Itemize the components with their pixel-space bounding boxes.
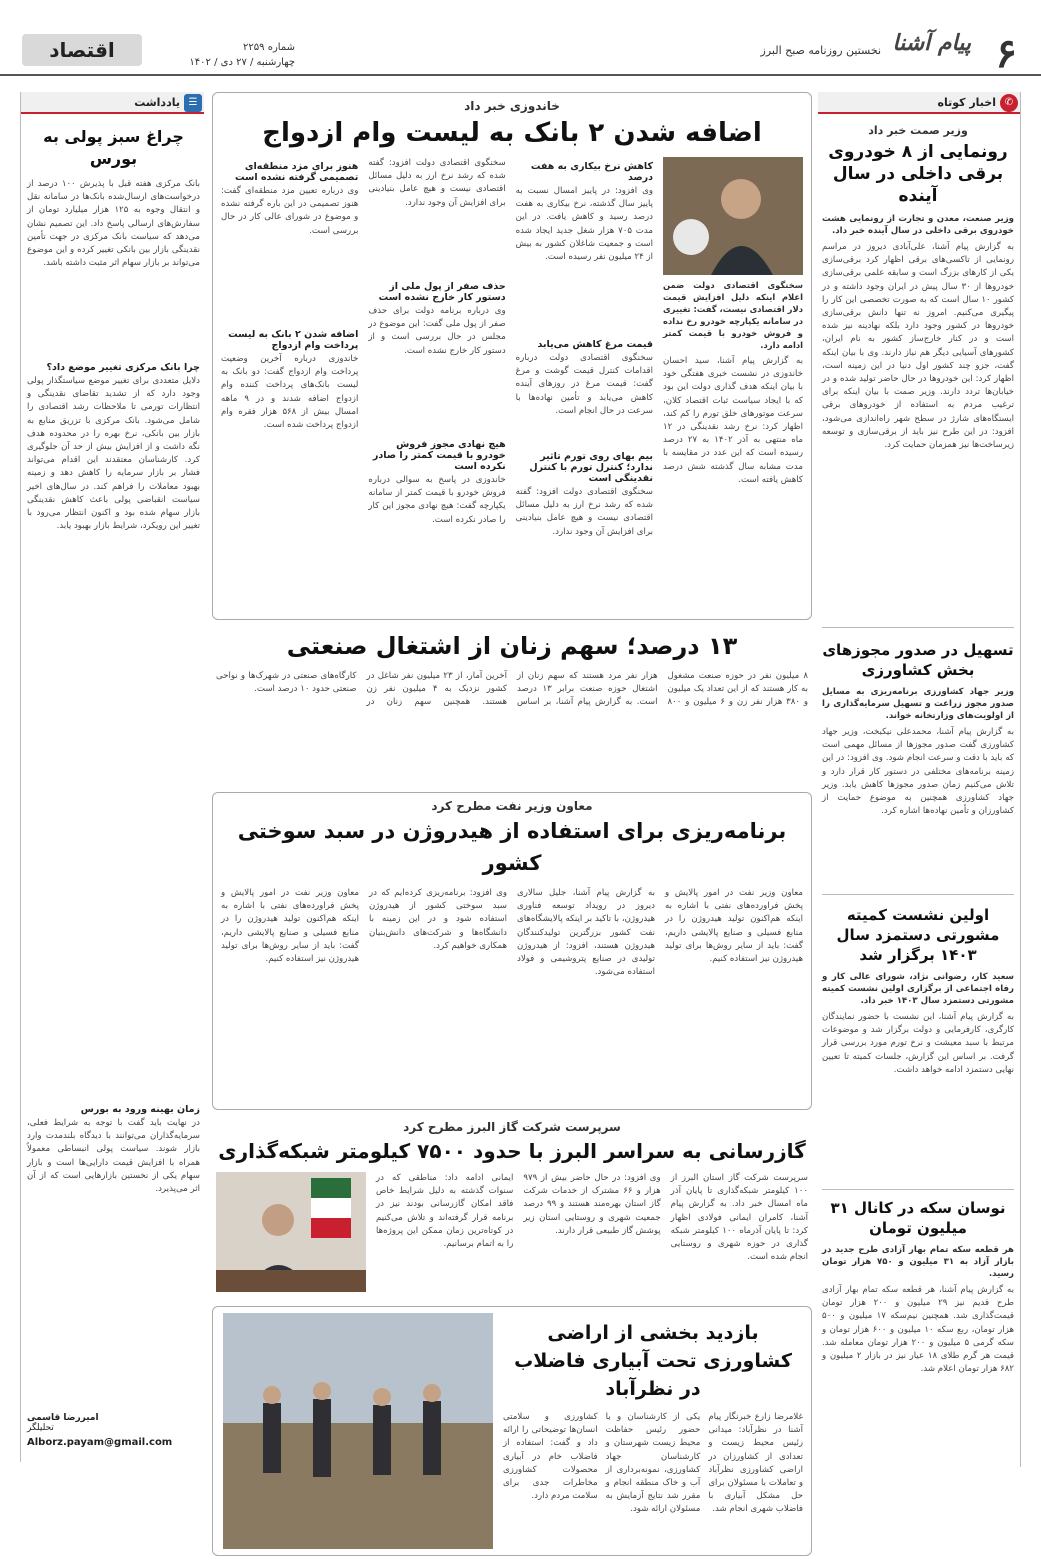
section-badge: اقتصاد bbox=[22, 34, 142, 66]
gas-body-3: ایمانی ادامه داد: مناطقی که در سنوات گذشته به دلیل شرایط خاص فاقد امکان گازرسانی بودند نیز در برنامه قرار گرفته‌اند و تلاش می‌کنیم در کوتاه‌ترین زمان ممکن این پروژه‌ها را به اتمام برسانیم. bbox=[376, 1173, 514, 1250]
wage-body: به گزارش پیام آشنا، این نشست با حضور نمایندگان کارگری، کارفرمایی و دولت برگزار شد و موضوعات مرتبط با سبد معیشت و نرخ تورم مورد بررسی قرار گرفت. بر اساس این گزارش، جلسات کمیته تا تعیین نهایی دستمزد ادامه خواهد داشت. bbox=[822, 1012, 1014, 1075]
farm-body-2: یکی از کارشناسان و با حضور رئیس حفاظت محیط زیست شهرستان و کارشناسان جهاد کشاورزی، نمونه‌برداری از آب و خاک منطقه انجام و مقرر شد نتایج آزمایش به مسئولان ارائه شود. bbox=[605, 1412, 701, 1515]
agri-permit-body: به گزارش پیام آشنا، محمدعلی نیکبخت، وزیر جهاد کشاورزی گفت صدور مجوزها از مسائل مهمی است که باید با دقت و سرعت انجام شود. وی افزود: در این زمینه برنامه‌های مختلفی در دستور کار قرار دارد و تلاش می‌کنیم زمان صدور مجوزها کاهش یابد. وزیر جهاد کشاورزی همچنین به موضوع حمایت از کشاورزان و تأمین نهاده‌ها اشاره کرد. bbox=[822, 727, 1014, 817]
editorial-subhead-1: چرا بانک مرکزی تغییر موضع داد؟ bbox=[46, 362, 200, 373]
lead-subhead-5: هیچ نهادی مجوز فروش خودرو با قیمت کمتر را صادر نکرده است bbox=[372, 439, 506, 472]
issue-info bbox=[155, 40, 295, 70]
person-icon bbox=[663, 157, 803, 275]
lead-subhead-1: کاهش نرخ بیکاری به هفت درصد bbox=[530, 161, 653, 183]
divider bbox=[822, 1189, 1014, 1190]
lead-subhead-4: حذف صفر از پول ملی از دستور کار خارج نشده است bbox=[378, 281, 506, 303]
masthead bbox=[0, 28, 1041, 76]
issue-date: چهارشنبه / ۲۷ دی / ۱۴۰۲ bbox=[189, 57, 295, 68]
gas-story bbox=[212, 1118, 812, 1300]
newspaper-tagline: نخستین روزنامه صبح البرز bbox=[760, 44, 881, 57]
lead-body-5: وی درباره برنامه دولت برای حذف صفر از پول ملی گفت: این موضوع در مجلس در حال بررسی است و از دستور کار خارج نشده است. bbox=[368, 306, 506, 356]
page-number: ۶ bbox=[995, 30, 1017, 77]
contact-email[interactable]: Alborz.payam@gmail.com bbox=[27, 1437, 173, 1448]
editorial-body-3: در نهایت باید گفت با توجه به شرایط فعلی، سرمایه‌گذاران می‌توانند با دیدگاه بلندمدت وارد بازار شوند. سیاست پولی انبساطی معمولاً همراه با افزایش قیمت دارایی‌ها است و بازار سهام یکی از نخستین بازارهایی است که از آن اثر می‌پذیرد. bbox=[27, 1118, 200, 1195]
gas-kicker: سرپرست شرکت گاز البرز مطرح کرد bbox=[403, 1120, 621, 1134]
farm-headline: بازدید بخشی از اراضی کشاورزی تحت آبیاری فاضلاب در نظرآباد bbox=[514, 1322, 792, 1400]
official-photo bbox=[216, 1172, 366, 1292]
lead-story bbox=[212, 92, 812, 620]
hydrogen-headline: برنامه‌ریزی برای استفاده از هیدروژن در سبد سوختی کشور bbox=[237, 819, 787, 875]
coin-body: به گزارش پیام آشنا، هر قطعه سکه تمام بهار آزادی طرح قدیم نیز ۲۹ میلیون و ۲۰۰ هزار تومان قیمت‌گذاری شد. همچنین نیم‌سکه ۱۷ میلیون و ۵۰۰ هزار تومان، ربع سکه ۱۰ میلیون و ۶۰۰ هزار تومان و سکه گرمی ۵ میلیون و ۲۰۰ هزار تومان معامله شد. قیمت هر گرم طلای ۱۸ عیار نیز در بازار ۲ میلیون و ۶۸۲ هزار تومان اعلام شد. bbox=[822, 1285, 1015, 1375]
minister-photo bbox=[663, 157, 803, 275]
divider bbox=[822, 894, 1014, 895]
women-employment-story bbox=[212, 626, 812, 786]
short-news-header: ✆ اخبار کوتاه bbox=[818, 92, 1020, 114]
lead-kicker: خاندوزی خبر داد bbox=[464, 99, 560, 113]
newspaper-logo: پیام آشنا bbox=[892, 30, 971, 56]
editorial-header: ☰ یادداشت bbox=[21, 92, 204, 114]
hydrogen-body-1: معاون وزیر نفت در امور پالایش و پخش فراورده‌های نفتی با اشاره به اینکه هم‌اکنون تولید هیدروژن را در منابع فسیلی و صنایع پالایشی داریم، گفت: باید از سایر روش‌ها برای تولید هیدروژن نیز استفاده کنیم. bbox=[665, 888, 803, 965]
farm-body-3: کشاورزی و سلامتی انسان‌ها توضیحاتی را ارائه داد و گفت: استفاده از فاضلاب خام در آبیاری محصولات کشاورزی مخاطرات جدی برای سلامت مردم دارد. bbox=[502, 1412, 598, 1502]
hydrogen-body-4: معاون وزیر نفت در امور پالایش و پخش فراورده‌های نفتی با اشاره به اینکه هم‌اکنون تولید هیدروژن را در منابع فسیلی و صنایع پالایشی داریم، گفت: باید از سایر روش‌ها برای تولید هیدروژن نیز استفاده کنیم. bbox=[221, 888, 359, 965]
lead-body-3: سخنگوی اقتصادی دولت درباره اقدامات کنترل قیمت گوشت و مرغ گفت: قیمت مرغ در روزهای آینده کاهش می‌یابد و تأمین نهاده‌ها با سرعت در حال انجام است. bbox=[515, 353, 653, 416]
editorial-body-2: دلایل متعددی برای تغییر موضع سیاستگذار پولی وجود دارد که از تشدید تقاضای نقدینگی و انتظارات تورمی تا ملاحظات رشد اقتصادی را شامل می‌شود. بانک مرکزی با تزریق منابع به بازار بین بانکی، نرخ بهره را در محدوده هدف نگه داشت و از افزایش بیش از حد آن جلوگیری کرد. کارشناسان معتقدند این اقدام می‌تواند فشار بر بازار سرمایه را کاهش دهد و زمینه بهبود معاملات را فراهم کند. در سال‌های اخیر سیاست انقباضی پولی باعث کاهش نقدینگی بازار سهام شده بود و اکنون انتظار می‌رود با تغییر این رویکرد، شرایط بازار بهبود یابد. bbox=[27, 376, 200, 532]
lead-subhead-6: هنوز برای مزد منطقه‌ای تصمیمی گرفته نشده است bbox=[234, 161, 359, 183]
main-column bbox=[212, 92, 812, 1515]
women-headline: ۱۳ درصد؛ سهم زنان از اشتغال صنعتی bbox=[286, 632, 738, 660]
ev-headline: رونمایی از ۸ خودروی برقی داخلی در سال آینده bbox=[828, 142, 1008, 206]
farm-story bbox=[212, 1306, 812, 1556]
ev-lead: وزیر صنعت، معدن و تجارت از رونمایی هشت خودروی برقی داخلی در سال آینده خبر داد. bbox=[822, 214, 1014, 236]
coin-lead: هر قطعه سکه تمام بهار آزادی طرح جدید در بازار آزاد به ۳۱ میلیون و ۷۵۰ هزار تومان رسید. bbox=[822, 1245, 1014, 1279]
editorial-body-1: بانک مرکزی هفته قبل با پذیرش ۱۰۰ درصد از درخواست‌های ارسال‌شده بانک‌ها در سامانه نقل و انتقال وجوه به ۱۲۵ هزار میلیارد تومان از سفارش‌های ارسالی پاسخ داد. این تصمیم نشان می‌دهد که سیاست بانک مرکزی در جهت تأمین نقدینگی بازار بین بانکی تغییر کرده و این موضوع می‌تواند بر بازار سهام اثر مثبت داشته باشد. bbox=[27, 179, 200, 269]
farm-body-1: غلامرضا زارع خبرنگار پیام آشنا در نظرآباد: میدانی رئیس محیط زیست و تعدادی از کشاورزان در اراضی کشاورزی نظرآباد و تعاملات با مسئولان برای حل مشکل آبیاری با فاضلاب شهری انجام شد. bbox=[708, 1412, 803, 1515]
short-news-column bbox=[818, 92, 1021, 1467]
gas-headline: گازرسانی به سراسر البرز با حدود ۷۵۰۰ کیلومتر شبکه‌گذاری bbox=[218, 1139, 806, 1163]
editorial-subhead-2: زمان بهینه ورود به بورس bbox=[80, 1104, 200, 1115]
ev-kicker: وزیر صمت خبر داد bbox=[868, 124, 968, 137]
ev-body: به گزارش پیام آشنا، علی‌آبادی دیروز در مراسم رونمایی از تاکسی‌های برقی اظهار کرد برقی‌سازی یکی از کارهای بزرگ است و سابقه علمی برقی‌سازی خودروها از ۳۰ سال پیش در ایران وجود داشته و در کشور ۱۰ سال است که به صورت تخصصی این کار را پیگیری می‌کنیم. امروز نه تنها دانش برقی‌سازی خودروها در کشور وجود دارد بلکه نهادینه نیز شده است و در کنار خارج‌ساز کشور به نام ایران، کشورهای آسیایی دیگر هم نیاز دارند. وی با بیان اینکه گفت، جزو چند کشور اول دنیا در این زمینه است، اظهار کرد: این خودروها در حال حاضر تولید شده و در خیابان‌ها تردد دارند. وزیر صمت با بیان اینکه برای ترغیب مردم به استفاده از خودروهای برقی ایستگاه‌های شارژ در سطح شهر راه‌اندازی می‌شود، افزود: در این طرح نیز باید از برقی‌سازی و توسعه زیرساخت‌ها نیز همزمان حمایت کرد. bbox=[822, 242, 1015, 451]
gas-body-2: وی افزود: در حال حاضر بیش از ۹۷۹ هزار و ۶۶ مشترک از خدمات شرکت گاز استان بهره‌مند هستند و ۹۹ درصد جمعیت شهری و روستایی استان زیر پوشش گاز طبیعی قرار دارند. bbox=[523, 1173, 661, 1236]
agri-permit-lead: وزیر جهاد کشاورزی برنامه‌ریزی به مسایل صدور مجوز زراعت و تسهیل سرمایه‌گذاری را از اولویت‌های وزارتخانه خواند. bbox=[822, 687, 1014, 721]
lead-photo-caption: سخنگوی اقتصادی دولت ضمن اعلام اینکه دلیل افزایش قیمت دلار اقتصادی نیست، گفت: تغییری در سامانه یکپارچه خودرو رخ نداده و فروش خودرو با قیمت کمتر ادامه دارد. bbox=[662, 280, 803, 350]
lead-body-7: وی درباره تعیین مزد منطقه‌ای گفت: هنوز تصمیمی در این باره گرفته نشده و موضوع در شورای عالی کار در حال بررسی است. bbox=[221, 186, 359, 236]
lead-body-4b: سخنگوی اقتصادی دولت افزود: گفته شده که رشد نرخ ارز به دلیل مسائل اقتصادی نیست و هیچ عامل بنیادینی برای افزایش آن وجود ندارد. bbox=[368, 158, 506, 208]
women-body: ۸ میلیون نفر در حوزه صنعت مشغول به کار هستند که از این تعداد یک میلیون و ۳۸۰ هزار نفر زن و ۶ میلیون و ۸۰۰ هزار نفر مرد هستند که سهم زنان از اشتغال حوزه صنعت برابر ۱۳ درصد است. به گزارش پیام آشنا، بر اساس آخرین آمار، از ۲۳ میلیون نفر شاغل در کشور نزدیک به ۴ میلیون نفر زن هستند. همچنین سهم زنان در کارگاه‌های صنعتی در شهرک‌ها و نواحی صنعتی حدود ۱۰ درصد است. bbox=[216, 671, 809, 708]
lead-body-8: خاندوزی درباره آخرین وضعیت پرداخت وام ازدواج گفت: دو بانک به لیست بانک‌های پرداخت کننده وام ازدواج اضافه شدند و در ۹ ماهه امسال بیش از ۵۶۸ هزار فقره وام ازدواج پرداخت شده است. bbox=[221, 354, 359, 431]
divider bbox=[822, 627, 1014, 628]
lead-subhead-7: اضافه شدن ۲ بانک به لیست پرداخت وام ازدواج bbox=[228, 329, 359, 351]
lead-body-4: سخنگوی اقتصادی دولت افزود: گفته شده که رشد نرخ ارز به دلیل مسائل اقتصادی نیست و هیچ عامل بنیادینی برای افزایش آن وجود ندارد. bbox=[515, 487, 653, 537]
lead-body-2: وی افزود: در پاییز امسال نسبت به پاییز سال گذشته، نرخ بیکاری به هفت درصد رسید و کاهش یافت. در این مدت ۷۰۵ هزار شغل جدید ایجاد شده است و جمعیت شاغلان کشور به بیش از ۲۴ میلیون نفر رسیده است. bbox=[515, 186, 654, 263]
issue-number: شماره ۲۲۵۹ bbox=[243, 42, 295, 53]
lead-headline: اضافه شدن ۲ بانک به لیست وام ازدواج bbox=[262, 118, 762, 148]
author-name: امیررضا قاسمی bbox=[27, 1413, 99, 1423]
hydrogen-body-2: به گزارش پیام آشنا، جلیل سالاری دیروز در رویداد توسعه فناوری هیدروژن، با تاکید بر اینکه پالایشگاه‌های نفت کشور بزرگترین تولیدکنندگان هیدروژن هستند، افزود: از هیدروژن تولیدی در صنایع پتروشیمی و فولاد استفاده می‌شود. bbox=[517, 888, 655, 978]
gas-body-1: سرپرست شرکت گاز استان البرز از ۱۰۰ کیلومتر شبکه‌گذاری تا پایان آذر ماه امسال خبر داد. به گزارش پیام آشنا، کامران ایمانی فولادی اظهار کرد: تا پایان آذرماه ۱۰۰ کیلومتر شبکه گذاری در حوزه شهری و روستایی انجام شده است. bbox=[670, 1173, 808, 1263]
lead-body-1: به گزارش پیام آشنا، سید احسان خاندوزی در نشست خبری هفتگی خود با بیان اینکه هدف گذاری دولت این بود که با ایجاد سیاست ثبات اقتصاد کلان، سرعت موتورهای خلق تورم را کم کند، اظهار کرد: نرخ رشد نقدینگی در ۱۲ ماه منتهی به آذر ۱۴۰۲ به ۲۷ درصد رسیده است که این عدد در مقایسه با مدت مشابه سال گذشته شش درصد کاهش یافته است. bbox=[663, 356, 803, 485]
coin-headline: نوسان سکه در کانال ۳۱ میلیون تومان bbox=[830, 1199, 1006, 1237]
hydrogen-story bbox=[212, 792, 812, 1110]
notepad-icon: ☰ bbox=[184, 94, 202, 112]
field-visit-icon bbox=[223, 1313, 493, 1549]
editorial-column bbox=[20, 92, 204, 1462]
author-role: تحلیلگر bbox=[27, 1423, 54, 1433]
person-at-desk-icon bbox=[216, 1172, 366, 1292]
farm-visit-photo bbox=[223, 1313, 493, 1549]
agri-permit-headline: تسهیل در صدور مجوزهای بخش کشاورزی bbox=[822, 641, 1014, 679]
lead-body-6: خاندوزی در پاسخ به سوالی درباره فروش خودرو با قیمت کمتر از سامانه یکپارچه گفت: هیچ نهادی مجوز این کار را صادر نکرده است. bbox=[368, 475, 506, 525]
megaphone-icon: ✆ bbox=[1000, 94, 1018, 112]
lead-subhead-3: بیم بهای روی تورم تاثیر ندارد؛ کنترل تورم با کنترل نقدینگی است bbox=[529, 451, 653, 484]
wage-lead: سعید کار، رضوانی نژاد، شورای عالی کار و رفاه اجتماعی از برگزاری اولین نشست کمیته مشورتی دستمزد سال ۱۴۰۳ خبر داد. bbox=[822, 972, 1014, 1006]
editorial-headline: چراغ سبز پولی به بورس bbox=[43, 127, 184, 168]
lead-subhead-2: قیمت مرغ کاهش می‌یابد bbox=[537, 339, 653, 350]
hydrogen-kicker: معاون وزیر نفت مطرح کرد bbox=[431, 799, 593, 813]
hydrogen-body-3: وی افزود: برنامه‌ریزی کرده‌ایم که در سبد سوختی کشور از هیدروژن استفاده شود و در این زمینه با دانشگاه‌ها و شرکت‌های دانش‌بنیان همکاری خواهیم کرد. bbox=[369, 888, 507, 951]
wage-headline: اولین نشست کمیته مشورتی دستمزد سال ۱۴۰۳ برگزار شد bbox=[836, 906, 1000, 964]
